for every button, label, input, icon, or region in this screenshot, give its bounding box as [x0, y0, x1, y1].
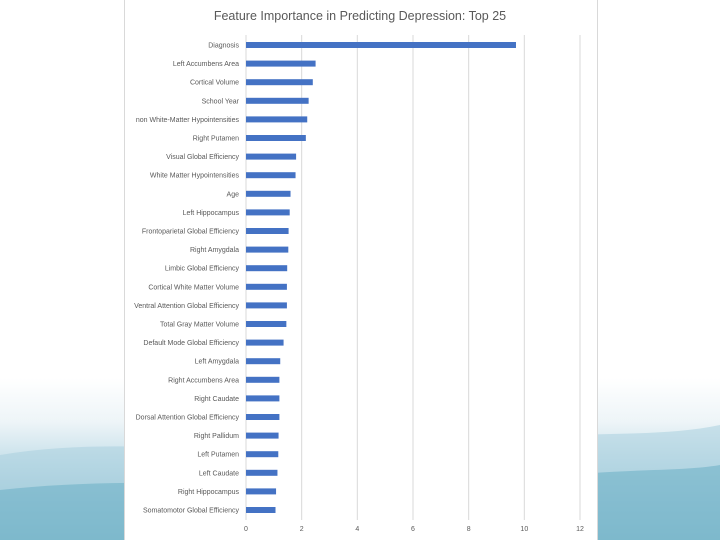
category-label: Somatomotor Global Efficiency — [143, 507, 239, 515]
bar — [246, 42, 516, 48]
category-label: Right Caudate — [194, 395, 239, 403]
category-label: Limbic Global Efficiency — [164, 265, 239, 273]
category-label: Right Amygdala — [189, 247, 239, 255]
bar — [246, 395, 279, 401]
x-tick-label: 0 — [244, 526, 248, 533]
category-label: Right Accumbens Area — [168, 377, 239, 385]
category-label: Left Putamen — [197, 451, 239, 459]
x-tick-label: 12 — [576, 526, 584, 533]
category-label: Visual Global Efficiency — [166, 154, 239, 162]
x-tick-label: 4 — [355, 526, 360, 533]
bar — [246, 228, 289, 234]
bar — [246, 191, 291, 197]
bar — [246, 470, 277, 476]
category-label: Right Hippocampus — [177, 488, 239, 496]
bar — [246, 414, 279, 420]
category-label: Cortical White Matter Volume — [148, 284, 239, 292]
bar — [246, 154, 296, 160]
category-label: Left Caudate — [198, 470, 239, 478]
category-label: Left Hippocampus — [182, 209, 239, 217]
bar — [246, 358, 280, 364]
bar — [246, 247, 288, 253]
bar — [246, 433, 279, 439]
category-label: Dorsal Attention Global Efficiency — [135, 414, 239, 422]
category-label: Ventral Attention Global Efficiency — [134, 302, 239, 310]
x-tick-label: 10 — [520, 526, 529, 533]
bar — [246, 451, 278, 457]
category-label: Left Amygdala — [194, 358, 239, 366]
category-label: Left Accumbens Area — [172, 61, 239, 69]
chart-title: Feature Importance in Predicting Depression: Top 25 — [213, 9, 507, 23]
category-label: non White-Matter Hypointensities — [135, 116, 239, 124]
x-tick-label: 8 — [466, 526, 471, 533]
bar — [246, 265, 287, 271]
bar — [246, 98, 309, 104]
x-tick-label: 6 — [411, 526, 415, 533]
category-label: Default Mode Global Efficiency — [143, 340, 239, 348]
category-label: Right Pallidum — [193, 433, 239, 441]
bar — [246, 284, 287, 290]
category-label: Cortical Volume — [189, 79, 239, 87]
category-label: Total Gray Matter Volume — [160, 321, 239, 329]
bar — [246, 209, 290, 215]
bar — [246, 340, 284, 346]
bar — [246, 321, 286, 327]
bar — [246, 302, 287, 308]
category-label: White Matter Hypointensities — [149, 172, 239, 180]
category-label: Frontoparietal Global Efficiency — [141, 228, 239, 236]
bar — [246, 116, 307, 122]
category-label: Diagnosis — [208, 42, 239, 50]
bar — [246, 61, 316, 67]
category-label: School Year — [201, 98, 239, 106]
bar — [246, 377, 279, 383]
bar — [246, 488, 276, 494]
category-label: Age — [226, 191, 239, 199]
category-label: Right Putamen — [192, 135, 239, 143]
bar — [246, 79, 313, 85]
x-tick-label: 2 — [299, 526, 304, 533]
bar — [246, 135, 306, 141]
bar — [246, 507, 276, 513]
bar — [246, 172, 296, 178]
